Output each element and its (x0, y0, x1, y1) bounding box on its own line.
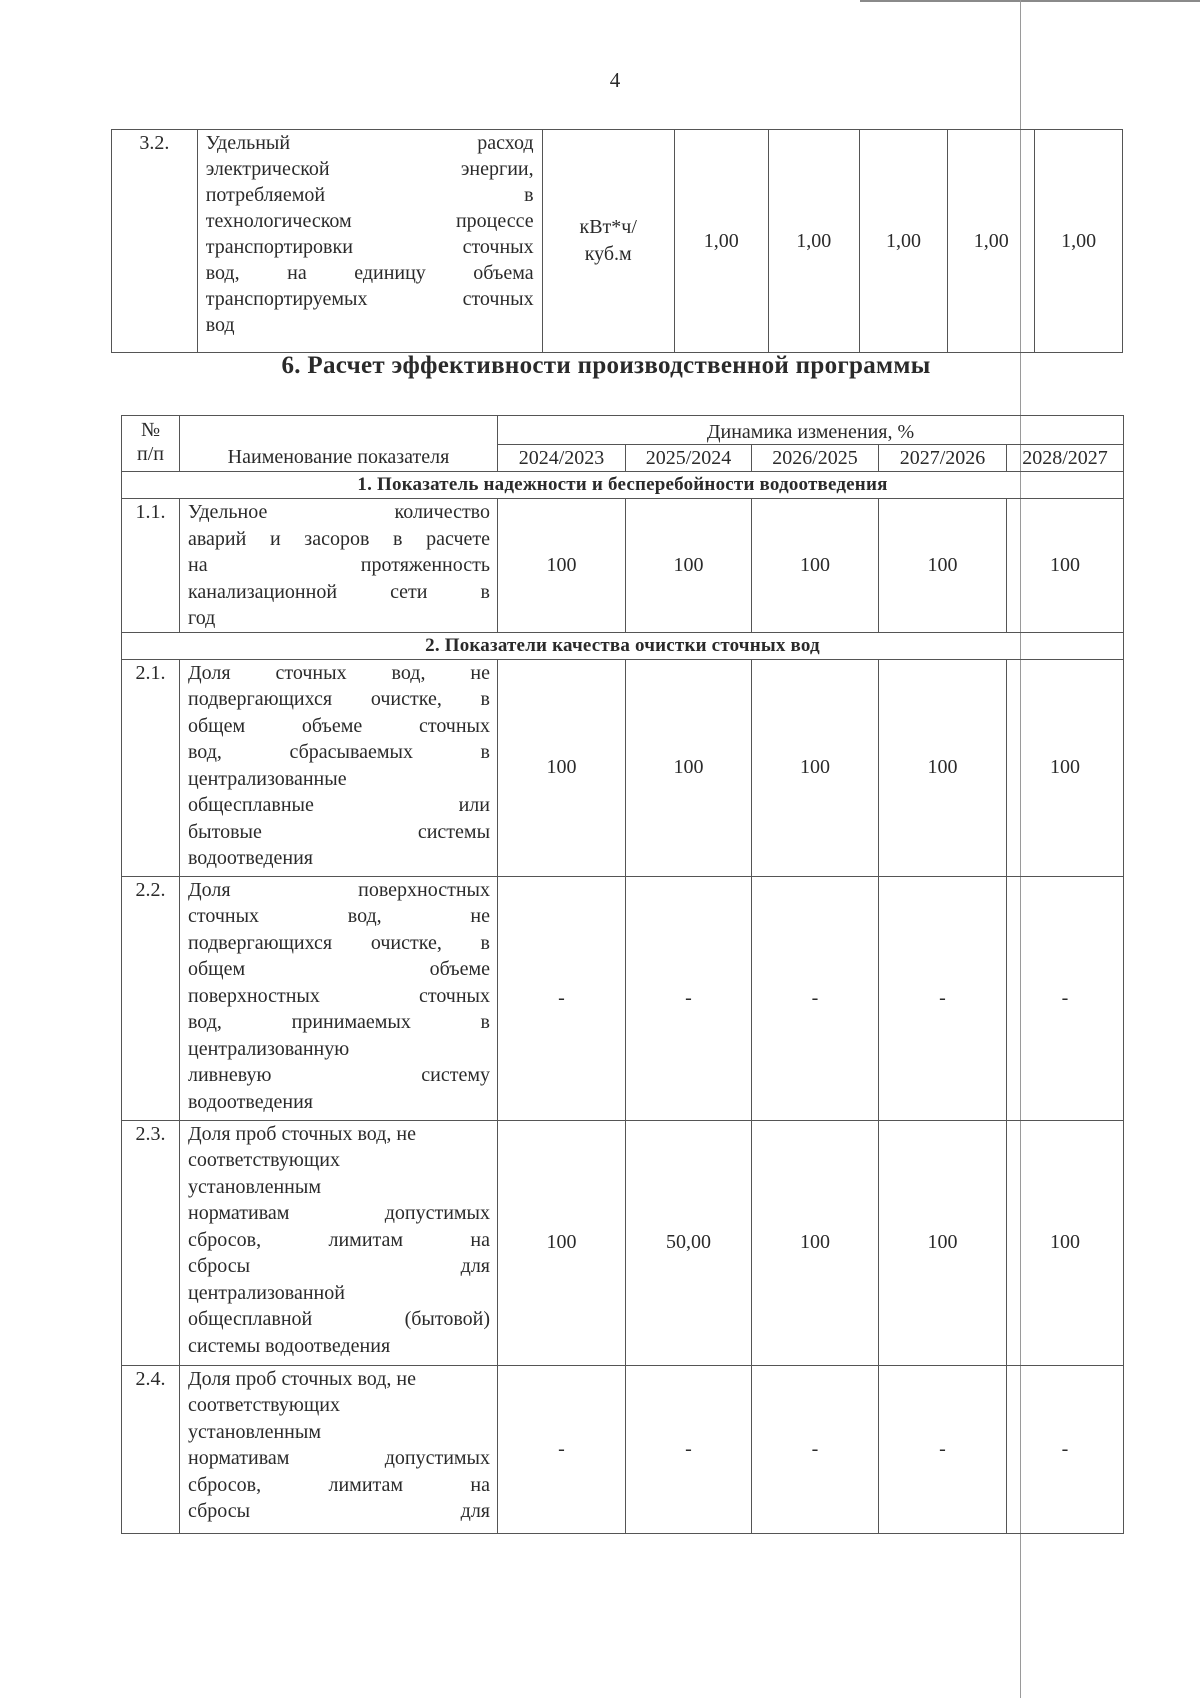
name-line: общем объеме сточных (188, 714, 490, 737)
value-cell: 100 (752, 1120, 879, 1365)
name-line: Доля поверхностных (188, 878, 490, 901)
header-num-line: № (140, 419, 161, 441)
header-dynamics: Динамика изменения, % (498, 416, 1124, 445)
header-year: 2026/2025 (752, 445, 879, 472)
value-cell: - (1007, 1365, 1124, 1533)
name-line: Доля проб сточных вод, не (188, 1122, 416, 1145)
header-row (122, 416, 1124, 445)
scan-edge-top (860, 0, 1200, 2)
name-line: установленным (188, 1175, 321, 1198)
indicator-name (197, 130, 542, 353)
row-number: 2.1. (122, 659, 180, 876)
unit-line: кВт*ч/ (579, 216, 637, 238)
name-line: транспортировки сточных (205, 236, 534, 258)
name-line: канализационной сети в (188, 580, 490, 603)
name-line: централизованной (188, 1281, 345, 1304)
page-number: 4 (609, 68, 621, 92)
unit-cell (542, 130, 674, 353)
table-row (122, 1365, 1124, 1533)
value-cell: 100 (752, 659, 879, 876)
table-row (122, 499, 1124, 633)
value-cell: - (752, 1365, 879, 1533)
value-cell: - (626, 1365, 752, 1533)
row-number: 2.3. (122, 1120, 180, 1365)
value-cell: 100 (752, 499, 879, 633)
name-line: бытовые системы (188, 820, 490, 843)
name-line: вод, принимаемых в (188, 1011, 490, 1033)
name-line: системы водоотведения (188, 1334, 391, 1357)
header-name: Наименование показателя (180, 416, 498, 472)
value-cell: 50,00 (626, 1120, 752, 1365)
indicator-name (180, 1365, 498, 1533)
row-number: 2.2. (122, 876, 180, 1120)
value-cell: 100 (626, 659, 752, 876)
value-cell: 1,00 (1035, 130, 1123, 353)
table-row (122, 876, 1124, 1120)
header-year: 2028/2027 (1007, 445, 1124, 472)
value-cell: 100 (879, 499, 1007, 633)
name-line: централизованную (188, 1037, 350, 1060)
table-row (112, 130, 1123, 353)
name-line: аварий и засоров в расчете (188, 527, 490, 550)
name-line: сбросов, лимитам на (188, 1228, 490, 1251)
section-heading: 2. Показатели качества очистки сточных вод (122, 632, 1124, 659)
row-number: 2.4. (122, 1365, 180, 1533)
row-number: 1.1. (122, 499, 180, 633)
name-line: поверхностных сточных (188, 984, 490, 1007)
name-line: вод, на единицу объема (205, 262, 534, 284)
name-line: технологическом процессе (205, 210, 534, 232)
indicator-name (180, 659, 498, 876)
value-cell: - (752, 876, 879, 1120)
section-row (122, 632, 1124, 659)
value-cell: 100 (626, 499, 752, 633)
indicator-name (180, 499, 498, 633)
name-line: водоотведения (188, 847, 313, 869)
value-cell: 100 (498, 499, 626, 633)
name-line: электрической энергии, (205, 158, 534, 180)
header-year: 2025/2024 (626, 445, 752, 472)
indicator-name (180, 1120, 498, 1365)
value-cell: - (879, 876, 1007, 1120)
value-cell: 100 (1007, 1120, 1124, 1365)
name-line: подвергающихся очистке, в (188, 931, 490, 954)
section-row (122, 472, 1124, 499)
indicators-table-continuation (111, 129, 1123, 353)
name-line: сточных вод, не (188, 905, 490, 927)
value-cell: - (498, 876, 626, 1120)
header-num (122, 416, 180, 472)
table-row (122, 659, 1124, 876)
value-cell: 1,00 (674, 130, 768, 353)
value-cell: 100 (879, 1120, 1007, 1365)
indicator-name (180, 876, 498, 1120)
name-line: соответствующих (188, 1149, 340, 1171)
name-line: нормативам допустимых (188, 1202, 490, 1224)
header-year: 2027/2026 (879, 445, 1007, 472)
name-line: общесплавные или (188, 794, 490, 816)
name-line: сбросы для (188, 1255, 490, 1277)
value-cell: - (1007, 876, 1124, 1120)
name-line: Удельный расход (205, 132, 534, 154)
value-cell: - (626, 876, 752, 1120)
table-row (122, 1120, 1124, 1365)
name-line: Доля сточных вод, не (188, 661, 490, 684)
name-line: общесплавной (бытовой) (188, 1308, 490, 1330)
header-year: 2024/2023 (498, 445, 626, 472)
efficiency-table (121, 415, 1124, 1534)
value-cell: 1,00 (768, 130, 859, 353)
row-number: 3.2. (112, 130, 198, 353)
value-cell: 1,00 (859, 130, 948, 353)
name-line: потребляемой в (205, 184, 534, 206)
header-num-line: п/п (137, 443, 164, 465)
name-line: централизованные (188, 767, 347, 790)
name-line: сбросы для (188, 1500, 490, 1522)
name-line: ливневую систему (188, 1064, 490, 1086)
name-line: вод (205, 314, 235, 336)
value-cell: 100 (498, 659, 626, 876)
section-heading: 1. Показатель надежности и бесперебойности водоотведения (122, 472, 1124, 499)
name-line: Удельное количество (188, 501, 490, 523)
name-line: подвергающихся очистке, в (188, 688, 490, 710)
unit-line: куб.м (584, 243, 632, 265)
value-cell: 100 (498, 1120, 626, 1365)
name-line: соответствующих (188, 1394, 340, 1416)
value-cell: - (879, 1365, 1007, 1533)
name-line: Доля проб сточных вод, не (188, 1367, 416, 1390)
value-cell: 1,00 (948, 130, 1035, 353)
value-cell: 100 (1007, 659, 1124, 876)
name-line: водоотведения (188, 1090, 313, 1113)
section-title: 6. Расчет эффективности производственной программы (281, 352, 931, 379)
value-cell: 100 (879, 659, 1007, 876)
value-cell: 100 (1007, 499, 1124, 633)
name-line: сбросов, лимитам на (188, 1473, 490, 1496)
name-line: общем объеме (188, 958, 490, 980)
value-cell: - (498, 1365, 626, 1533)
name-line: транспортируемых сточных (205, 288, 534, 310)
name-line: год (188, 607, 216, 629)
name-line: установленным (188, 1420, 321, 1443)
name-line: вод, сбрасываемых в (188, 741, 490, 763)
name-line: нормативам допустимых (188, 1447, 490, 1469)
name-line: на протяженность (188, 554, 490, 576)
